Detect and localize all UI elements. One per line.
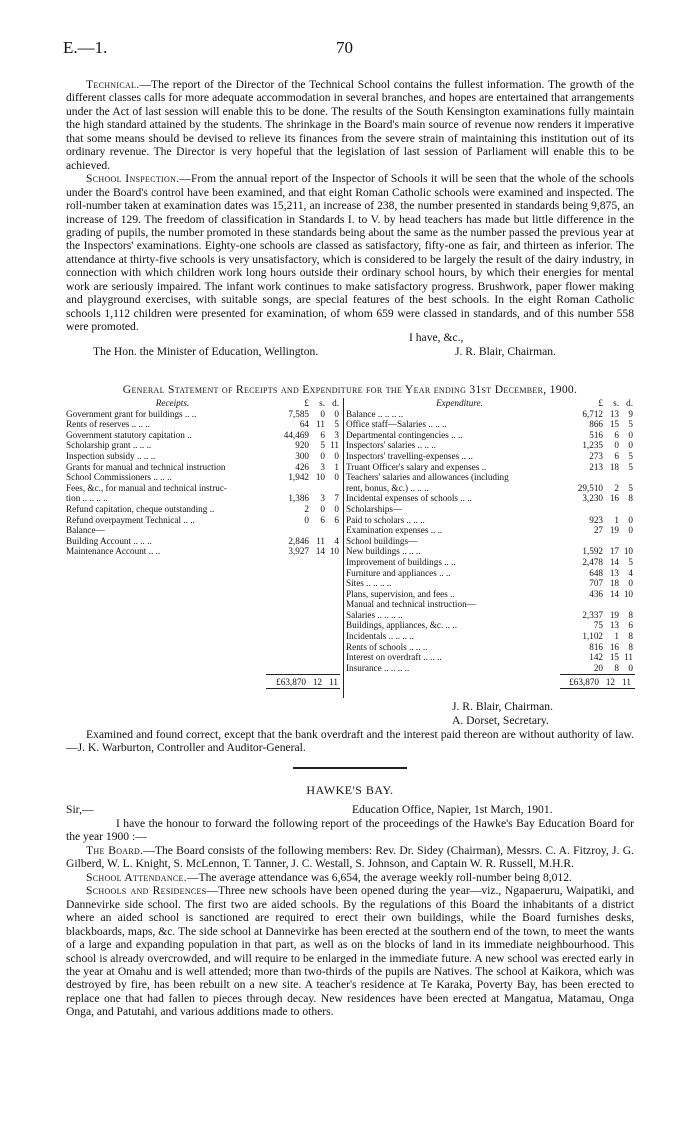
expenditure-row: Buildings, appliances, &c. .. .. 75 13 6 — [346, 620, 633, 631]
statement-chairman: J. R. Blair, Chairman. — [452, 700, 553, 713]
expenditure-row: Departmental contingencies .. .. 516 6 0 — [346, 429, 633, 440]
receipt-row: Government grant for buildings .. .. 7,585 0 0 — [66, 408, 339, 419]
schools-text: —Three new schools have been opened during the year—viz., Ngapaeruru, Waipatiki, and Dannevirke side school. The first two are aided schools. By the regulations of this Board the inhabitants of a district where an aided school is sanctioned are required to erect their own buildings, while the Board furnishes desks, blackboards, maps, &c. The side school at Dannevirke has been erected at the southern end of the town, to meet the wants of a large and expanding population in that part, as well as on the blocks of land in its immediate neighbourhood. This school is already overcrowded, and will require to be enlarged in the immediate future. A new school was erected early in the year at Omahu and is well attended; more than two-thirds of the pupils are Natives. The school at Kaikora, which was destroyed by fire, has been rebuilt on a new site. A teacher's residence at Te Karaka, Poverty Bay, has been erected to replace one that had fallen to pieces through decay. New residences have been erected at Mangatua, Matamau, Onga Onga, and Patutahi, and various additions made to others. — [66, 884, 634, 1019]
expenditure-row: Rents of schools .. .. .. 816 16 8 — [346, 641, 633, 652]
expenditure-row: Incidentals .. .. .. .. 1,102 1 8 — [346, 631, 633, 642]
expenditure-row: School buildings— — [346, 535, 418, 546]
receipt-row: Inspection subsidy .. .. .. 300 0 0 — [66, 450, 339, 461]
inspection-text: —From the annual report of the Inspector of Schools it will be seen that the whole of the schools under the Board's control have been examined, and that eight Roman Catholic schools were examined and inspected. The roll-number taken at examination dates was 15,211, an increase of 238, the number presented in standards being 9,875, an increase of 129. The freedom of classification in Standards I. to V. by head teachers has made but little difference in the grading of pupils, the number promoted in these standards being about the same as the number passed the previous year at the Inspectors' examinations. Eighty-one schools are classed as satisfactory, fifty-one as fair, and thirteen as inferior. The attendance at thirty-five schools is very unsatisfactory, which is considered to be largely the result of the dairy industry, in connection with which children work long hours outside their ordinary school hours, by which their energies for mental work are seriously impaired. The infant work continues to make satisfactory progress. Brushwork, paper flower making and playground exercises, with suitable songs, are special features of the best schools. In the eight Roman Catholic schools 1,112 children were presented for examination, of whom 659 were classed in standards, and of this number 558 were promoted. — [66, 172, 634, 334]
receipt-row: Refund capitation, cheque outstanding .. 2 0 0 — [66, 503, 339, 514]
column-divider — [343, 398, 344, 698]
attendance-text: —The average attendance was 6,654, the average weekly roll-number being 8,012. — [186, 870, 572, 884]
receipt-row: Scholarship grant .. .. .. 920 5 11 — [66, 440, 339, 451]
expenditure-row: Balance .. .. .. .. 6,712 13 9 — [346, 408, 633, 419]
receipts-total: £63,870 12 11 — [276, 677, 338, 687]
audit-note: Examined and found correct, except that the bank overdraft and the interest paid thereon are without authority of law.—J. K. Warburton, Controller and Auditor-General. — [66, 728, 634, 755]
receipt-row: Balance— — [66, 525, 105, 536]
receipt-row: Grants for manual and technical instruction 426 3 1 — [66, 461, 339, 472]
expenditure-row: Examination expenses .. .. 27 19 0 — [346, 525, 633, 536]
expenditure-row: Truant Officer's salary and expenses .. 213 18 5 — [346, 461, 633, 472]
expenditure-row: Manual and technical instruction— — [346, 599, 476, 610]
board-text: —The Board consists of the following members: Rev. Dr. Sidey (Chairman), Messrs. C. A. Fitzroy, J. G. Gilberd, W. L. Knight, S. McLennon, T. Tanner, J. C. Westall, S. Johnson, and Captain W. R. Russell, M.H.R. — [66, 843, 634, 871]
expenditure-total-rule — [560, 674, 635, 675]
expenditure-row: Teachers' salaries and allowances (including — [346, 472, 509, 483]
hawkes-bay-title: HAWKE'S BAY. — [306, 783, 394, 797]
receipt-row: Building Account .. .. .. 2,846 11 4 — [66, 535, 339, 546]
receipts-heading: Receipts. — [155, 398, 190, 408]
addressee: The Hon. the Minister of Education, Wellington. — [93, 345, 319, 358]
hawkes-report: I have the honour to forward the following report of the proceedings of the Hawke's Bay Education Board for the year 1900 :— The Board.—The Board consists of the following members: Rev. Dr. Sidey (Chairman), Messrs. C. A. Fitzroy, J. G. Gilberd, W. L. Knight, S. McLennon, T. Tanner, J. C. Westall, S. Johnson, and Captain W. R. Russell, M.H.R. School Attendance.—The average attendance was 6,654, the average weekly roll-number being 8,012. Schools and Residences—Three new schools have been opened during the year—viz., Ngapaeruru, Waipatiki, and Dannevirke side school. The first two are aided schools. By the regulations of this Board the inhabitants of a district where an aided school is sanctioned are required to erect their own buildings, while the Board furnishes desks, blackboards, maps, &c. The side school at Dannevirke has been erected at the southern end of the town, to meet the wants of a large and expanding population in that part, as well as on the blocks of land in its immediate neighbourhood. This school is already overcrowded, and will require to be enlarged in the immediate future. A new school was erected early in the year at Omahu and is well attended; more than two-thirds of the pupils are Natives. The school at Kaikora, which was destroyed by fire, has been rebuilt on a new site. A teacher's residence at Te Karaka, Poverty Bay, has been erected to replace one that had fallen to pieces through decay. New residences have been erected at Mangatua, Matamau, Onga Onga, and Patutahi, and various additions made to others. — [66, 817, 634, 1019]
closing-phrase: I have, &c., — [409, 331, 464, 344]
salutation: Sir,— — [66, 803, 94, 816]
expenditure-row: Insurance .. .. .. .. 20 8 0 — [346, 662, 633, 673]
document-code: E.—1. — [63, 38, 108, 57]
receipt-row: Refund overpayment Technical .. .. 0 6 6 — [66, 514, 339, 525]
receipts-total-underline — [266, 688, 340, 689]
receipt-row: School Commissioners .. .. .. 1,942 10 0 — [66, 472, 339, 483]
intro-text: I have the honour to forward the following report of the proceedings of the Hawke's Bay Education Board for the year 1900 :— — [66, 817, 634, 844]
expenditure-row: Improvement of buildings .. .. 2,478 14 5 — [346, 556, 633, 567]
expenditure-row: Inspectors' travelling-expenses .. .. 273 6 5 — [346, 450, 633, 461]
technical-section — [66, 78, 634, 334]
expenditure-total: £63,870 12 11 — [569, 677, 631, 687]
statement-title: General Statement of Receipts and Expenditure for the Year ending 31st December, 1900. — [122, 383, 578, 396]
expenditure-row: Sites .. .. .. .. 707 18 0 — [346, 578, 633, 589]
chairman-signature: J. R. Blair, Chairman. — [455, 345, 556, 358]
expenditure-row: Paid to scholars .. .. .. 923 1 0 — [346, 514, 633, 525]
statement-secretary: A. Dorset, Secretary. — [452, 714, 549, 727]
page-number: 70 — [336, 38, 353, 57]
section-divider — [293, 767, 407, 769]
technical-heading: Technical. — [86, 78, 140, 91]
expenditure-row: Incidental expenses of schools .. .. 3,230 16 8 — [346, 493, 633, 504]
expenditure-total-underline — [560, 688, 635, 689]
technical-text: —The report of the Director of the Technical School contains the fullest information. The growth of the different classes calls for more adequate accommodation in several branches, and hopes are entertained that arrangements under the Act of last session will enable this to be done. The results of the South Kensington examinations fully maintain the high standard attained by the students. The shrinkage in the Board's main source of revenue now renders it imperative that some means should be devised to relieve its finances from the severe strain of maintaining this institution out of its ordinary revenue. The Director is very hopeful that the legislation of last session of Parliament will enable this to be achieved. — [66, 78, 634, 172]
receipt-row: Maintenance Account .. .. 3,927 14 10 — [66, 546, 339, 557]
receipt-row: Government statutory capitation .. 44,469 6 3 — [66, 429, 339, 440]
expenditure-row: Inspectors' salaries .. .. .. 1,235 0 0 — [346, 440, 633, 451]
expenditure-column: Expenditure. £ s. d. Balance .. .. .. .. 6,712 13 9 Office staff—Salaries .. .. .. 866 15 5 Departmental contingencies .. .. 516 6 0 Inspectors' salaries .. .. .. 1,235 0 0 Inspectors' travelling-expenses .. .. 273 6 5 Truant Officer's salary and expenses .. 213 18 5 Teachers' salaries and allowances (including rent, bonus, &c.) .. .. .. 29,510 2 5 Incidental expenses of schools .. .. 3,230 16 8 Scholarships— Paid to scholars .. .. .. 923 1 0 Examination expenses .. .. 27 19 0 School buildings— New buildings .. .. .. 1,592 17 10 Improvement of buildings .. .. 2,478 14 5 Furniture and appliances .. .. 648 13 4 Sites .. .. .. .. 707 18 0 Plans, supervision, and fees .. 436 14 10 Manual and technical instruction— Salaries .. .. .. .. 2,337 19 8 Buildings, appliances, &c. .. .. 75 13 6 Incidentals .. .. .. .. 1,102 1 8 Rents of schools .. .. .. 816 16 8 Interest on overdraft .. .. .. 142 15 11 Insurance .. .. .. .. 20 8 0 — [346, 398, 633, 673]
expenditure-heading: Expenditure. — [436, 398, 483, 408]
expenditure-row: Salaries .. .. .. .. 2,337 19 8 — [346, 609, 633, 620]
receipts-column: Receipts. £ s. d. Government grant for buildings .. .. 7,585 0 0 Rents of reserves .. .. .. 64 11 5 Government statutory capitation .. 44,469 6 3 Scholarship grant .. .. .. 920 5 11 Inspection subsidy .. .. .. 300 0 0 Grants for manual and technical instruction 426 3 1 School Commissioners .. .. .. 1,942 10 0 Fees, &c., for manual and technical instruc- tion .. .. .. .. 1,386 3 7 Refund capitation, cheque outstanding .. 2 0 0 Refund overpayment Technical .. .. 0 6 6 Balance— Building Account .. .. .. 2,846 11 4 Maintenance Account .. .. 3,927 14 10 — [66, 398, 339, 557]
expenditure-row: Scholarships— — [346, 503, 403, 514]
receipt-row: tion .. .. .. .. 1,386 3 7 — [66, 493, 339, 504]
receipt-row: Rents of reserves .. .. .. 64 11 5 — [66, 419, 339, 430]
expenditure-row: Plans, supervision, and fees .. 436 14 10 — [346, 588, 633, 599]
office-address-date: Education Office, Napier, 1st March, 1901. — [352, 803, 553, 816]
expenditure-row: New buildings .. .. .. 1,592 17 10 — [346, 546, 633, 557]
receipts-total-rule — [266, 674, 340, 675]
expenditure-row: Interest on overdraft .. .. .. 142 15 11 — [346, 652, 633, 663]
expenditure-row: Furniture and appliances .. .. 648 13 4 — [346, 567, 633, 578]
expenditure-row: Office staff—Salaries .. .. .. 866 15 5 — [346, 419, 633, 430]
expenditure-row: rent, bonus, &c.) .. .. .. 29,510 2 5 — [346, 482, 633, 493]
receipt-row: Fees, &c., for manual and technical instruc- — [66, 482, 227, 493]
inspection-heading: School Inspection. — [86, 172, 180, 186]
